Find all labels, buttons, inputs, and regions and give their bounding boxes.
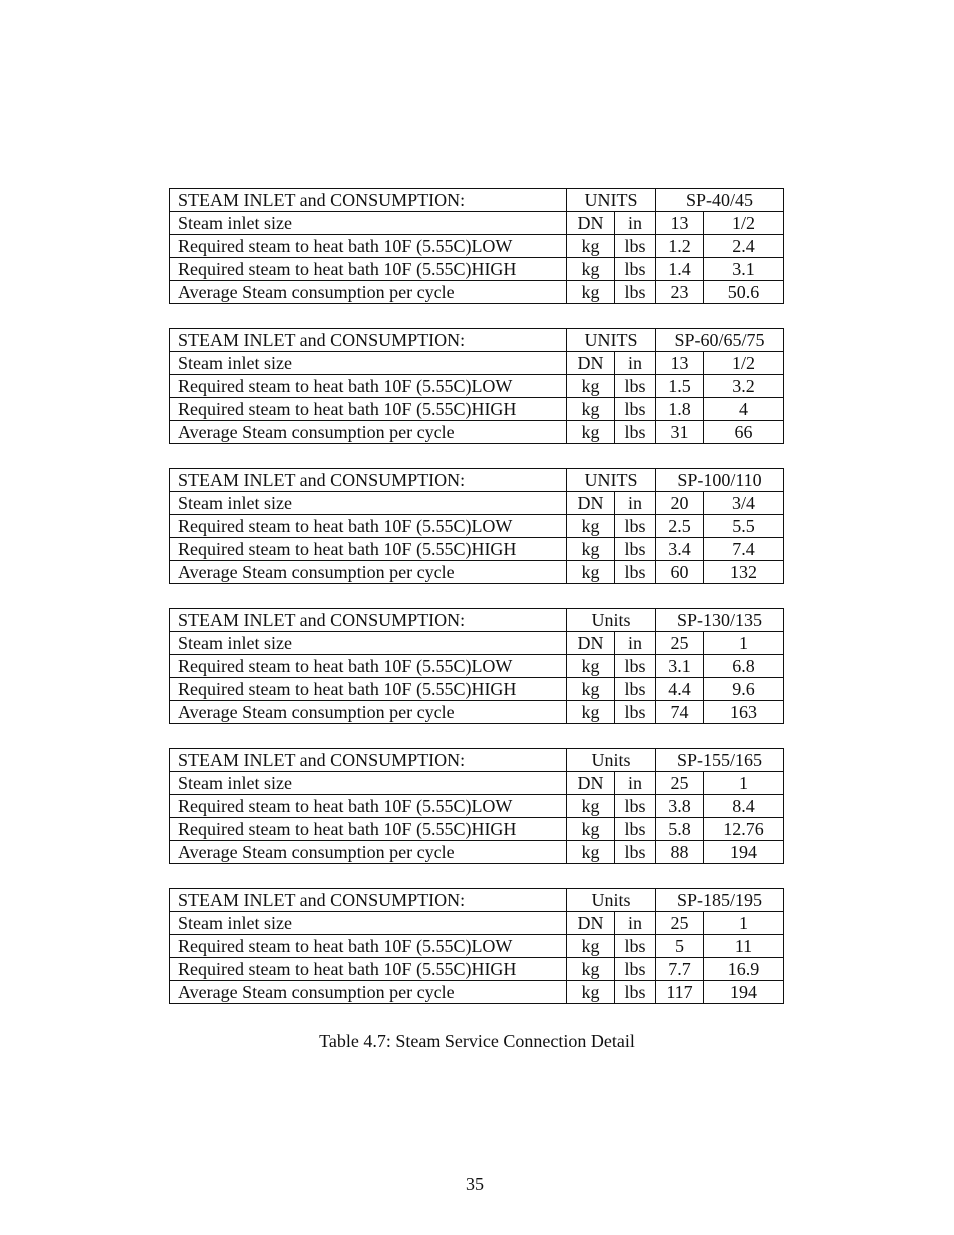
unit-imperial: lbs xyxy=(615,655,656,678)
value-metric: 117 xyxy=(656,981,704,1004)
table-row xyxy=(170,981,784,1004)
row-label: Required steam to heat bath 10F (5.55C)LOW xyxy=(170,655,567,678)
value-metric: 7.7 xyxy=(656,958,704,981)
value-metric: 25 xyxy=(656,912,704,935)
unit-imperial: lbs xyxy=(615,375,656,398)
unit-imperial: lbs xyxy=(615,398,656,421)
header-label: STEAM INLET and CONSUMPTION: xyxy=(170,329,567,352)
value-imperial: 194 xyxy=(704,841,784,864)
unit-imperial: in xyxy=(615,492,656,515)
row-label: Required steam to heat bath 10F (5.55C)LOW xyxy=(170,235,567,258)
unit-metric: DN xyxy=(567,772,615,795)
header-units: UNITS xyxy=(567,329,656,352)
unit-metric: kg xyxy=(567,841,615,864)
unit-imperial: lbs xyxy=(615,935,656,958)
unit-metric: kg xyxy=(567,281,615,304)
unit-metric: DN xyxy=(567,632,615,655)
value-metric: 5.8 xyxy=(656,818,704,841)
unit-metric: DN xyxy=(567,912,615,935)
row-label: Steam inlet size xyxy=(170,352,567,375)
table-row xyxy=(170,818,784,841)
header-label: STEAM INLET and CONSUMPTION: xyxy=(170,609,567,632)
row-label: Steam inlet size xyxy=(170,212,567,235)
row-label: Required steam to heat bath 10F (5.55C)HIGH xyxy=(170,678,567,701)
unit-metric: kg xyxy=(567,561,615,584)
unit-metric: DN xyxy=(567,492,615,515)
unit-metric: kg xyxy=(567,958,615,981)
row-label: Average Steam consumption per cycle xyxy=(170,981,567,1004)
table-row xyxy=(170,352,784,375)
row-label: Steam inlet size xyxy=(170,492,567,515)
value-imperial: 1/2 xyxy=(704,352,784,375)
unit-metric: DN xyxy=(567,352,615,375)
row-label: Required steam to heat bath 10F (5.55C)LOW xyxy=(170,795,567,818)
table-header-row xyxy=(170,329,784,352)
header-label: STEAM INLET and CONSUMPTION: xyxy=(170,749,567,772)
unit-imperial: lbs xyxy=(615,958,656,981)
unit-imperial: in xyxy=(615,912,656,935)
value-metric: 2.5 xyxy=(656,515,704,538)
unit-imperial: lbs xyxy=(615,981,656,1004)
table-header-row xyxy=(170,889,784,912)
unit-imperial: lbs xyxy=(615,818,656,841)
table-header-row xyxy=(170,189,784,212)
steam-table xyxy=(169,608,784,724)
value-metric: 4.4 xyxy=(656,678,704,701)
unit-imperial: lbs xyxy=(615,421,656,444)
value-metric: 1.5 xyxy=(656,375,704,398)
value-imperial: 1/2 xyxy=(704,212,784,235)
header-label: STEAM INLET and CONSUMPTION: xyxy=(170,889,567,912)
table-row xyxy=(170,561,784,584)
unit-metric: kg xyxy=(567,235,615,258)
value-metric: 3.4 xyxy=(656,538,704,561)
unit-metric: kg xyxy=(567,701,615,724)
value-imperial: 1 xyxy=(704,772,784,795)
header-label: STEAM INLET and CONSUMPTION: xyxy=(170,189,567,212)
unit-imperial: lbs xyxy=(615,561,656,584)
header-model: SP-185/195 xyxy=(656,889,784,912)
value-imperial: 194 xyxy=(704,981,784,1004)
row-label: Required steam to heat bath 10F (5.55C)HIGH xyxy=(170,958,567,981)
table-row xyxy=(170,212,784,235)
unit-imperial: lbs xyxy=(615,235,656,258)
value-imperial: 1 xyxy=(704,632,784,655)
page-number: 35 xyxy=(466,1174,484,1194)
table-row xyxy=(170,492,784,515)
header-model: SP-130/135 xyxy=(656,609,784,632)
value-imperial: 163 xyxy=(704,701,784,724)
unit-imperial: lbs xyxy=(615,795,656,818)
unit-metric: kg xyxy=(567,375,615,398)
table-header-row xyxy=(170,749,784,772)
header-units: UNITS xyxy=(567,189,656,212)
value-imperial: 4 xyxy=(704,398,784,421)
header-model: SP-100/110 xyxy=(656,469,784,492)
table-row xyxy=(170,632,784,655)
table-row xyxy=(170,795,784,818)
value-imperial: 5.5 xyxy=(704,515,784,538)
value-imperial: 11 xyxy=(704,935,784,958)
row-label: Required steam to heat bath 10F (5.55C)LOW xyxy=(170,375,567,398)
header-model: SP-155/165 xyxy=(656,749,784,772)
header-label: STEAM INLET and CONSUMPTION: xyxy=(170,469,567,492)
row-label: Average Steam consumption per cycle xyxy=(170,281,567,304)
row-label: Required steam to heat bath 10F (5.55C)HIGH xyxy=(170,398,567,421)
table-row xyxy=(170,235,784,258)
table-row xyxy=(170,258,784,281)
value-imperial: 7.4 xyxy=(704,538,784,561)
table-caption: Table 4.7: Steam Service Connection Detail xyxy=(319,1031,635,1051)
table-header-row xyxy=(170,609,784,632)
value-imperial: 2.4 xyxy=(704,235,784,258)
value-imperial: 132 xyxy=(704,561,784,584)
table-row xyxy=(170,701,784,724)
value-imperial: 9.6 xyxy=(704,678,784,701)
unit-imperial: in xyxy=(615,212,656,235)
value-imperial: 3.2 xyxy=(704,375,784,398)
row-label: Steam inlet size xyxy=(170,772,567,795)
unit-imperial: lbs xyxy=(615,258,656,281)
value-metric: 31 xyxy=(656,421,704,444)
value-metric: 5 xyxy=(656,935,704,958)
table-row xyxy=(170,912,784,935)
value-metric: 23 xyxy=(656,281,704,304)
unit-metric: kg xyxy=(567,818,615,841)
value-imperial: 16.9 xyxy=(704,958,784,981)
table-row xyxy=(170,841,784,864)
unit-metric: kg xyxy=(567,935,615,958)
table-row xyxy=(170,655,784,678)
header-model: SP-40/45 xyxy=(656,189,784,212)
value-imperial: 66 xyxy=(704,421,784,444)
row-label: Average Steam consumption per cycle xyxy=(170,701,567,724)
unit-imperial: lbs xyxy=(615,701,656,724)
value-metric: 25 xyxy=(656,632,704,655)
table-row xyxy=(170,958,784,981)
unit-imperial: in xyxy=(615,772,656,795)
row-label: Required steam to heat bath 10F (5.55C)HIGH xyxy=(170,258,567,281)
unit-imperial: lbs xyxy=(615,538,656,561)
value-metric: 60 xyxy=(656,561,704,584)
table-row xyxy=(170,772,784,795)
unit-metric: kg xyxy=(567,515,615,538)
table-row xyxy=(170,398,784,421)
row-label: Required steam to heat bath 10F (5.55C)HIGH xyxy=(170,538,567,561)
unit-imperial: lbs xyxy=(615,281,656,304)
steam-table xyxy=(169,468,784,584)
header-units: Units xyxy=(567,889,656,912)
table-row xyxy=(170,935,784,958)
row-label: Steam inlet size xyxy=(170,632,567,655)
header-units: Units xyxy=(567,749,656,772)
row-label: Average Steam consumption per cycle xyxy=(170,561,567,584)
steam-table xyxy=(169,748,784,864)
unit-imperial: lbs xyxy=(615,841,656,864)
steam-table xyxy=(169,328,784,444)
table-header-row xyxy=(170,469,784,492)
row-label: Required steam to heat bath 10F (5.55C)HIGH xyxy=(170,818,567,841)
value-metric: 1.4 xyxy=(656,258,704,281)
steam-table xyxy=(169,188,784,304)
table-row xyxy=(170,421,784,444)
table-row xyxy=(170,281,784,304)
unit-metric: kg xyxy=(567,538,615,561)
row-label: Average Steam consumption per cycle xyxy=(170,421,567,444)
value-metric: 1.2 xyxy=(656,235,704,258)
unit-imperial: lbs xyxy=(615,515,656,538)
row-label: Required steam to heat bath 10F (5.55C)LOW xyxy=(170,515,567,538)
header-model: SP-60/65/75 xyxy=(656,329,784,352)
unit-metric: kg xyxy=(567,678,615,701)
steam-table xyxy=(169,888,784,1004)
value-imperial: 6.8 xyxy=(704,655,784,678)
table-row xyxy=(170,515,784,538)
unit-metric: kg xyxy=(567,258,615,281)
value-imperial: 3/4 xyxy=(704,492,784,515)
table-row xyxy=(170,678,784,701)
value-metric: 88 xyxy=(656,841,704,864)
table-row xyxy=(170,375,784,398)
value-metric: 13 xyxy=(656,352,704,375)
value-metric: 25 xyxy=(656,772,704,795)
unit-metric: kg xyxy=(567,655,615,678)
unit-metric: kg xyxy=(567,795,615,818)
value-imperial: 50.6 xyxy=(704,281,784,304)
value-metric: 74 xyxy=(656,701,704,724)
value-imperial: 12.76 xyxy=(704,818,784,841)
unit-metric: kg xyxy=(567,398,615,421)
value-imperial: 3.1 xyxy=(704,258,784,281)
header-units: Units xyxy=(567,609,656,632)
value-metric: 20 xyxy=(656,492,704,515)
unit-imperial: in xyxy=(615,632,656,655)
value-imperial: 8.4 xyxy=(704,795,784,818)
steam-tables-container xyxy=(169,188,783,1028)
unit-imperial: in xyxy=(615,352,656,375)
value-metric: 1.8 xyxy=(656,398,704,421)
unit-metric: kg xyxy=(567,981,615,1004)
row-label: Required steam to heat bath 10F (5.55C)LOW xyxy=(170,935,567,958)
unit-imperial: lbs xyxy=(615,678,656,701)
value-metric: 3.8 xyxy=(656,795,704,818)
value-imperial: 1 xyxy=(704,912,784,935)
table-row xyxy=(170,538,784,561)
row-label: Average Steam consumption per cycle xyxy=(170,841,567,864)
unit-metric: kg xyxy=(567,421,615,444)
row-label: Steam inlet size xyxy=(170,912,567,935)
header-units: UNITS xyxy=(567,469,656,492)
value-metric: 13 xyxy=(656,212,704,235)
value-metric: 3.1 xyxy=(656,655,704,678)
unit-metric: DN xyxy=(567,212,615,235)
